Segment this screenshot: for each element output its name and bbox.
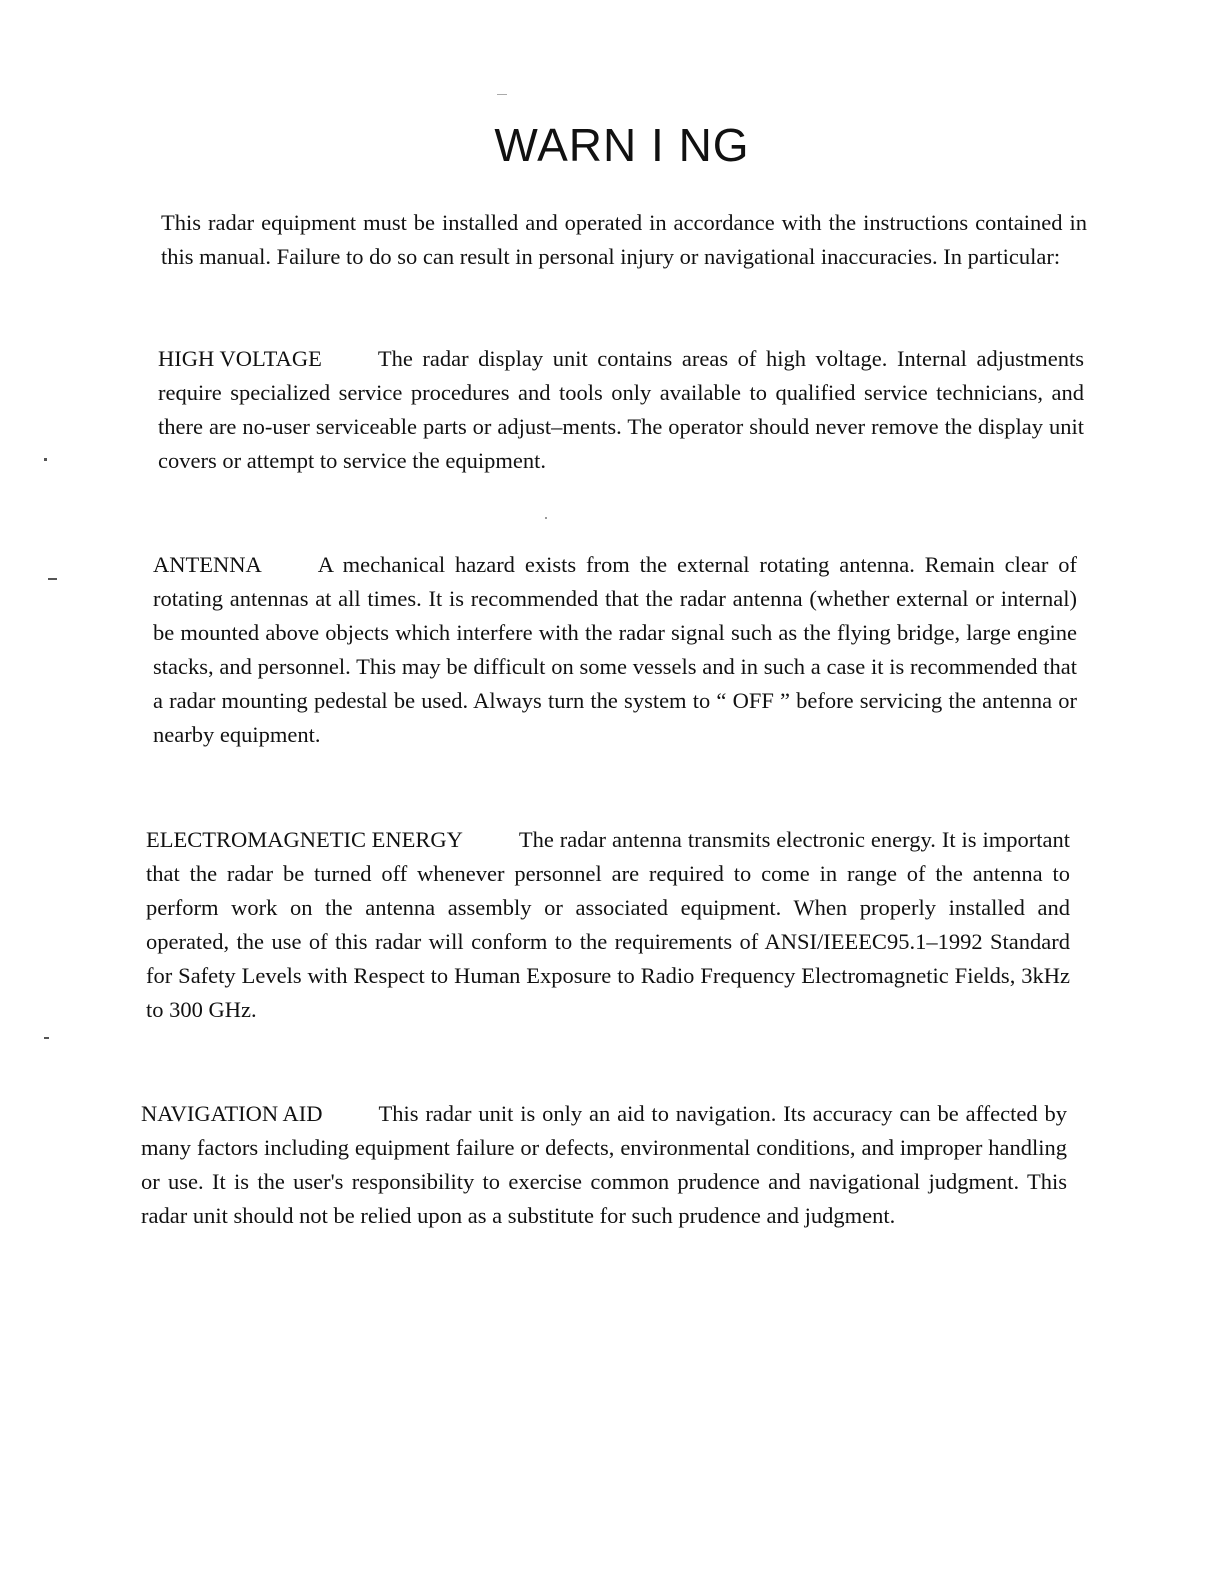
antenna-text: A mechanical hazard exists from the external rotating antenna. Remain clear of rotating antennas at all times. It is recommended that the radar antenna (whether external or internal) be mounted above objects which interfere with the radar signal such as the flying bridge, large engine stacks, and personnel. This may be difficult on some vessels and in such a case it is recommended that a radar mounting pedestal be used. Always turn the system to “ OFF ” before servicing the antenna or nearby equipment.	[153, 552, 1077, 747]
electromagnetic-text: The radar antenna transmits electronic energy. It is important that the radar be turned off whenever personnel are required to come in range of the antenna to perform work on the antenna assembly or associated equipment. When properly installed and operated, the use of this radar will conform to the requirements of ANSI/IEEEC95.1–1992 Standard for Safety Levels with Respect to Human Exposure to Radio Frequency Electromagnetic Fields, 3kHz to 300 GHz.	[146, 827, 1070, 1022]
electromagnetic-paragraph	[146, 823, 1070, 1027]
high-voltage-text: The radar display unit contains areas of high voltage. Internal adjustments require specialized service procedures and tools only available to qualified service technicians, and there are no-user serviceable parts or adjust–ments. The operator should never remove the display unit covers or attempt to service the equipment.	[158, 346, 1084, 473]
intro-paragraph: This radar equipment must be installed and operated in accordance with the instructions contained in this manual. Failure to do so can result in personal injury or navigational inaccuracies. In particular:	[161, 210, 1087, 269]
scan-speck	[44, 458, 47, 461]
electromagnetic-heading: ELECTROMAGNETIC ENERGY	[146, 827, 463, 852]
antenna-heading: ANTENNA	[153, 552, 262, 577]
antenna-paragraph	[153, 548, 1077, 752]
scan-speck	[44, 1037, 49, 1039]
navigation-aid-heading: NAVIGATION AID	[141, 1101, 323, 1126]
scan-speck	[497, 94, 507, 95]
navigation-aid-text: This radar unit is only an aid to navigation. Its accuracy can be affected by many factors including equipment failure or defects, environmental conditions, and improper handling or use. It is the user's responsibility to exercise common prudence and navigational judgment. This radar unit should not be relied upon as a substitute for such prudence and judgment.	[141, 1101, 1067, 1228]
scan-speck	[545, 517, 547, 519]
page-title: WARN I NG	[494, 119, 750, 171]
high-voltage-paragraph	[158, 342, 1084, 478]
navigation-aid-paragraph	[141, 1097, 1067, 1233]
scan-speck	[48, 578, 57, 580]
high-voltage-heading: HIGH VOLTAGE	[158, 346, 322, 371]
